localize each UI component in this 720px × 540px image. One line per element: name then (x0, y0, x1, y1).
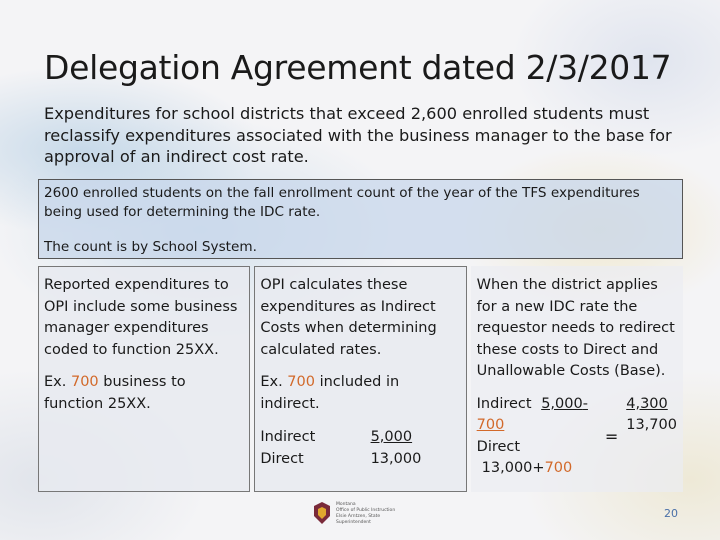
note-line-1: 2600 enrolled students on the fall enrollment count of the year of the TFS expenditures being used for determining the IDC rate. (44, 185, 640, 220)
col3-indirect-op: - (582, 395, 588, 412)
col3-direct-op: + (532, 460, 545, 476)
col2-calculation (260, 427, 460, 470)
col2-indirect-label: Indirect (260, 429, 316, 445)
column-district-applies (471, 266, 683, 492)
col2-ex-value: 700 (287, 374, 315, 390)
col1-ex-value: 700 (70, 374, 99, 390)
col2-ex-suffix: included in indirect. (260, 374, 400, 412)
note-box (38, 179, 683, 259)
col1-ex-suffix: business to function 25XX. (44, 374, 186, 412)
col2-indirect-value: 5,000 (370, 429, 413, 445)
col3-equals-sign: = (604, 426, 619, 446)
slide-title: Delegation Agreement dated 2/3/2017 (44, 48, 672, 87)
col2-example (260, 372, 460, 415)
opi-logo-text (336, 502, 407, 526)
logo-line-2: Office of Public Instruction (336, 508, 396, 513)
col1-ex-prefix: Ex. (44, 374, 71, 390)
col2-text: OPI calculates these expenditures as Indirect Costs when determining calculated rates. (260, 277, 437, 358)
col3-result-indirect: 4,300 (626, 395, 668, 412)
col1-example (44, 372, 244, 415)
col3-indirect-row (477, 394, 597, 437)
col1-text: Reported expenditures to OPI include some business manager expenditures coded to function 25XX. (44, 277, 238, 358)
col3-calculation (477, 394, 677, 480)
col2-ex-prefix: Ex. (260, 374, 288, 390)
col3-result-direct: 13,700 (626, 417, 677, 433)
explanation-grid (38, 266, 683, 492)
col3-indirect-label: Indirect (476, 395, 532, 412)
logo-line-3: Elsie Arntzen, State Superintendent (336, 514, 381, 525)
intro-paragraph: Expenditures for school districts that exceed 2,600 enrolled students must reclassify expenditures associated with the business manager to the base for approval of an indirect cost rate. (44, 104, 672, 166)
logo-line-1: Montana (336, 502, 356, 507)
page-number: 20 (664, 507, 678, 520)
col3-text: When the district applies for a new IDC rate the requestor needs to redirect these costs to Direct and Unallowable Costs (Base). (476, 277, 675, 379)
opi-logo-icon (312, 500, 332, 526)
col3-direct-b: 700 (544, 460, 573, 476)
col3-indirect-b: 700 (476, 417, 505, 433)
col2-direct-value: 13,000 (370, 450, 422, 467)
col3-direct-label: Direct (476, 438, 521, 455)
col2-direct-label: Direct (260, 450, 304, 467)
col3-direct-row (477, 437, 597, 480)
opi-logo (312, 500, 407, 530)
col3-direct-a: 13,000 (481, 460, 533, 476)
col3-indirect-a: 5,000 (541, 395, 583, 412)
note-line-2: The count is by School System. (44, 239, 257, 255)
column-opi-calculates (254, 266, 466, 492)
column-reported (38, 266, 250, 492)
